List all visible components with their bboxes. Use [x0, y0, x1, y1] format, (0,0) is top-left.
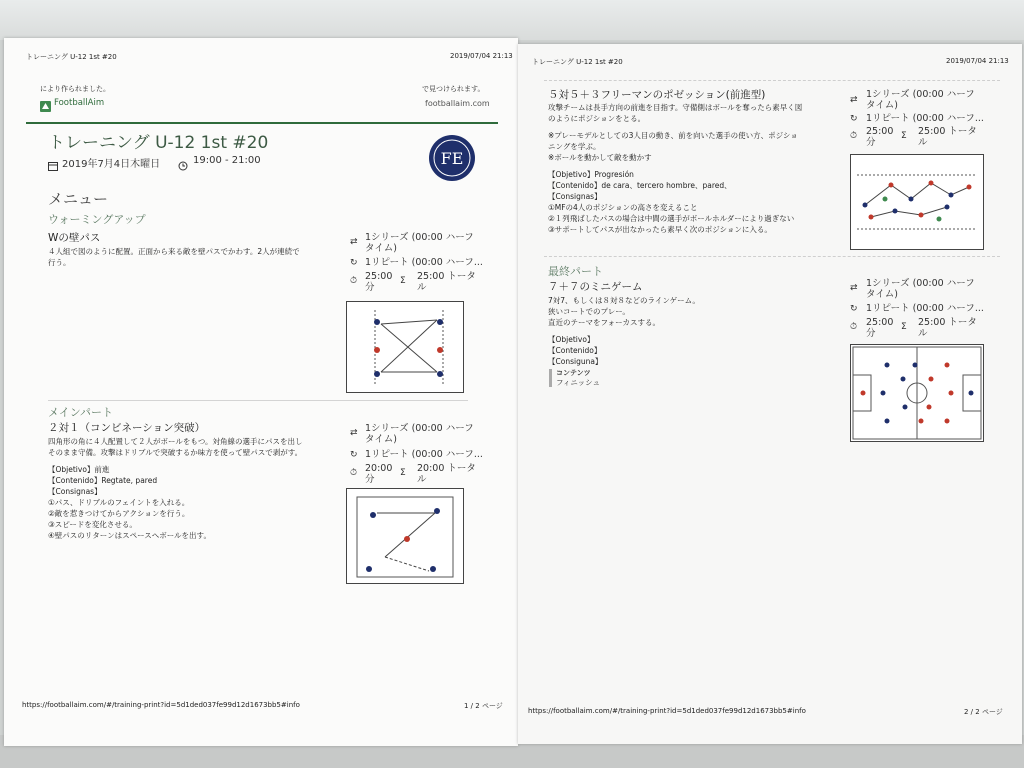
- duration-total-line: ル: [417, 474, 427, 485]
- section-warmup: ウォーミングアップ: [48, 213, 146, 226]
- brand-logo: [40, 97, 51, 116]
- footballaim-logo-icon: [40, 101, 51, 112]
- content-value: フィニッシュ: [556, 378, 600, 387]
- menu-heading: メニュー: [48, 190, 109, 208]
- detail-line: 【Consignas】: [48, 487, 102, 496]
- duration-minutes: [866, 317, 900, 339]
- sigma-icon: Σ: [400, 468, 406, 478]
- detail-line: 【Objetivo】: [548, 335, 595, 344]
- detail-line: 【Contenido】: [548, 346, 602, 355]
- stopwatch-icon: ⏱: [850, 131, 858, 141]
- duration-value: 25:00: [866, 126, 894, 137]
- detail-line: ②敵を惹きつけてからアクションを行う。: [48, 509, 190, 518]
- stopwatch-icon: ⏱: [350, 468, 358, 478]
- print-header-title: トレーニング U-12 1st #20: [532, 58, 623, 66]
- detail-line: 【Objetivo】前進: [48, 465, 110, 474]
- drill-diagram-1: [346, 301, 464, 393]
- detail-line: ①MFの4人のポジションの高さを変えること: [548, 203, 698, 212]
- duration-total-line: 25:00 トータ: [417, 271, 476, 282]
- detail-line: 【Objetivo】Progresión: [548, 170, 634, 179]
- print-header-date: 2019/07/04 21:13: [450, 52, 513, 60]
- exercise-title: ２対１（コンビネーション突破）: [48, 422, 206, 434]
- detail-line: ③サポートしてパスが出なかったら素早く次のポジションに入る。: [548, 225, 772, 234]
- calendar-icon: [48, 156, 58, 175]
- footer-url[interactable]: https://footballaim.com/#/training-print?id=5d1ded037fe99d12d1673bb5#info: [528, 707, 806, 715]
- desk-background: [0, 0, 1024, 40]
- exercise-title: ５対５＋３フリーマンのポゼッション(前進型): [548, 89, 766, 101]
- print-header-title: トレーニング U-12 1st #20: [26, 53, 117, 61]
- content-label: コンテンツ: [556, 369, 591, 377]
- note-line: ※ボールを動かして敵を動かす: [548, 153, 652, 162]
- duration-unit: 分: [866, 137, 876, 148]
- series-line: タイム): [866, 100, 899, 111]
- detail-line: ①パス、ドリブルのフェイントを入れる。: [48, 498, 190, 507]
- training-date: 2019年7月4日木曜日: [62, 159, 161, 170]
- drill-diagram-2: [346, 488, 464, 584]
- note-line: ニングを学ぶ。: [548, 142, 601, 151]
- detail-line: 【Contenido】Regtate, pared: [48, 476, 158, 485]
- duration-total: [417, 463, 487, 485]
- drill-diagram-4-pitch: [850, 344, 984, 442]
- shuffle-icon: ⇄: [350, 237, 358, 247]
- series-line: 1シリーズ (00:00 ハーフ: [365, 423, 474, 434]
- training-time: 19:00 - 21:00: [193, 155, 261, 166]
- footer-page: 2 / 2 ページ: [964, 708, 1003, 716]
- series-line: 1シリーズ (00:00 ハーフ: [365, 232, 474, 243]
- exercise-title: Wの壁パス: [48, 232, 101, 244]
- repeat-icon: ↻: [350, 450, 358, 460]
- stopwatch-icon: ⏱: [350, 276, 358, 286]
- exercise-desc-line: 7対7、もしくは８対８などのラインゲーム。: [548, 296, 700, 305]
- footer-url[interactable]: https://footballaim.com/#/training-print?id=5d1ded037fe99d12d1673bb5#info: [22, 701, 300, 709]
- detail-line: ②１列飛ばしたパスの場合は中間の選手がボールホルダーにより過ぎない: [548, 214, 795, 223]
- section-main: メインパート: [48, 406, 114, 419]
- training-title: トレーニング U-12 1st #20: [48, 133, 269, 153]
- exercise-desc-line: ４人組で図のように配置。正面から来る敵を壁パスでかわす。2人が連続で: [48, 247, 300, 256]
- shuffle-icon: ⇄: [850, 283, 858, 293]
- shuffle-icon: ⇄: [850, 95, 858, 105]
- print-page-1: [4, 38, 518, 746]
- exercise-desc-line: 直近のテーマをフォーカスする。: [548, 318, 660, 327]
- duration-value: 25:00: [365, 271, 393, 282]
- duration-total: [918, 126, 988, 148]
- series-info: [866, 278, 978, 300]
- footer-page: 1 / 2 ページ: [464, 702, 503, 710]
- exercise-desc-line: 行う。: [48, 258, 71, 267]
- duration-minutes: [365, 271, 399, 293]
- repeat-icon: ↻: [850, 114, 858, 124]
- series-line: タイム): [866, 289, 899, 300]
- duration-total-line: 25:00 トータ: [918, 126, 977, 137]
- duration-total-line: ル: [918, 328, 928, 339]
- stopwatch-icon: ⏱: [850, 322, 858, 332]
- repeat-info: 1リピート (00:00 ハーフ...: [866, 113, 984, 124]
- series-info: [365, 423, 475, 445]
- detail-line: ④壁パスのリターンはスペースへボールを出す。: [48, 531, 211, 540]
- duration-minutes: [365, 463, 399, 485]
- section-divider: [48, 400, 468, 401]
- section-final: 最終パート: [548, 265, 603, 278]
- clock-icon: [178, 156, 188, 175]
- series-line: 1シリーズ (00:00 ハーフ: [866, 278, 975, 289]
- detail-line: ③スピードを変化させる。: [48, 520, 137, 529]
- duration-value: 25:00: [866, 317, 894, 328]
- duration-unit: 分: [866, 328, 876, 339]
- exercise-desc-line: 攻撃チームは長手方向の前進を目指す。守備側はボールを奪ったら素早く図: [548, 103, 803, 112]
- repeat-info: 1リピート (00:00 ハーフ...: [866, 303, 984, 314]
- brand-name: FootballAim: [54, 98, 105, 108]
- detail-line: 【Contenido】de cara、tercero hombre、pared、: [548, 181, 732, 190]
- drill-diagram-3: [850, 154, 984, 250]
- svg-text:FE: FE: [440, 149, 464, 168]
- section-divider: [544, 80, 1000, 81]
- sigma-icon: Σ: [901, 322, 907, 332]
- detail-line: 【Consiguna】: [548, 357, 603, 366]
- exercise-desc-line: 四角形の角に４人配置して２人がボールをもつ。対角線の選手にパスを出し: [48, 437, 303, 446]
- duration-total-line: 25:00 トータ: [918, 317, 977, 328]
- series-info: [866, 89, 978, 111]
- duration-total-line: ル: [918, 137, 928, 148]
- duration-unit: 分: [365, 282, 375, 293]
- brand-url[interactable]: footballaim.com: [425, 99, 490, 108]
- header-divider: [26, 122, 498, 124]
- found-at-text: で見つけられます。: [422, 85, 485, 93]
- print-header-date: 2019/07/04 21:13: [946, 57, 1009, 65]
- club-emblem-icon: [428, 134, 476, 186]
- series-info: [365, 232, 475, 254]
- section-divider: [544, 256, 1000, 257]
- duration-unit: 分: [365, 474, 375, 485]
- duration-minutes: [866, 126, 900, 148]
- note-line: ※プレーモデルとしての3人目の動き、前を向いた選手の使い方、ポジショ: [548, 131, 798, 140]
- exercise-desc-line: そのまま守備。攻撃はドリブルで突破するか味方を使って壁パスで剥がす。: [48, 448, 303, 457]
- repeat-info: 1リピート (00:00 ハーフ...: [365, 257, 483, 268]
- series-line: 1シリーズ (00:00 ハーフ: [866, 89, 975, 100]
- duration-total-line: 20:00 トータ: [417, 463, 476, 474]
- duration-value: 20:00: [365, 463, 393, 474]
- repeat-icon: ↻: [850, 304, 858, 314]
- shuffle-icon: ⇄: [350, 428, 358, 438]
- print-page-2: [518, 44, 1022, 744]
- made-by-text: により作られました。: [40, 85, 110, 93]
- duration-total: [918, 317, 988, 339]
- exercise-desc-line: 狭いコートでのプレー。: [548, 307, 630, 316]
- duration-total: [417, 271, 487, 293]
- repeat-icon: ↻: [350, 258, 358, 268]
- detail-line: 【Consignas】: [548, 192, 602, 201]
- content-marker: [549, 369, 552, 387]
- sigma-icon: Σ: [400, 276, 406, 286]
- repeat-info: 1リピート (00:00 ハーフ...: [365, 449, 483, 460]
- series-line: タイム): [365, 243, 398, 254]
- exercise-title: ７＋７のミニゲーム: [548, 281, 643, 293]
- series-line: タイム): [365, 434, 398, 445]
- exercise-desc-line: のようにポジションをとる。: [548, 114, 646, 123]
- sigma-icon: Σ: [901, 131, 907, 141]
- duration-total-line: ル: [417, 282, 427, 293]
